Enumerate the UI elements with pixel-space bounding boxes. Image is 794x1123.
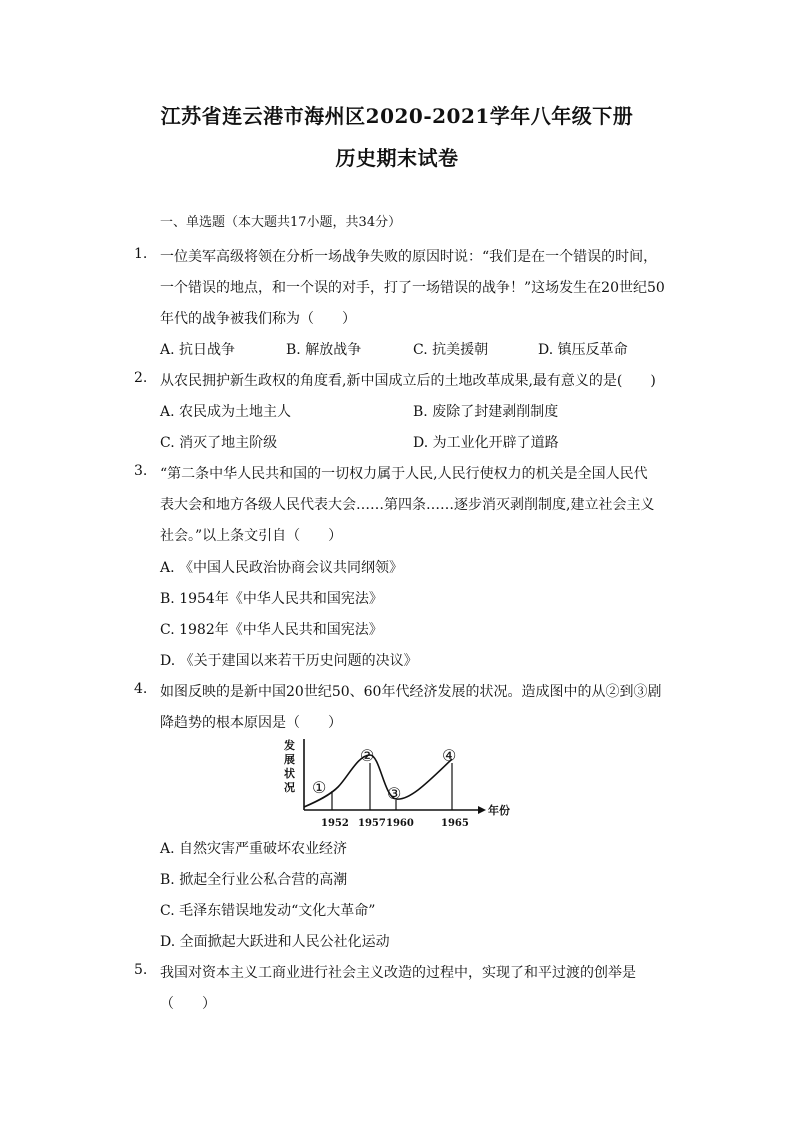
question-1-number: 1. xyxy=(134,246,148,262)
exam-title: 江苏省连云港市海州区2020-2021学年八年级下册 xyxy=(160,104,634,128)
question-1-option-b[interactable]: B. 解放战争 xyxy=(286,342,362,358)
question-5-number: 5. xyxy=(134,962,148,978)
question-3-option-a[interactable]: A. 《中国人民政治协商会议共同纲领》 xyxy=(160,560,404,576)
x-tick-1960: 1960 xyxy=(386,818,414,829)
question-3-option-b[interactable]: B. 1954年《中华人民共和国宪法》 xyxy=(160,591,383,607)
question-1-text-line: 年代的战争被我们称为（ ） xyxy=(160,311,356,327)
question-1-option-d[interactable]: D. 镇压反革命 xyxy=(538,342,628,358)
x-tick-1952: 1952 xyxy=(321,818,349,829)
y-axis-label xyxy=(283,738,295,794)
question-2-option-a[interactable]: A. 农民成为土地主人 xyxy=(160,404,292,420)
question-4-number: 4. xyxy=(134,681,148,697)
marker-2: ② xyxy=(360,746,375,765)
question-4-option-b[interactable]: B. 掀起全行业公私合营的高潮 xyxy=(160,872,348,888)
svg-text:状: 状 xyxy=(284,767,295,780)
question-5-text-line: （ ） xyxy=(160,996,216,1012)
question-3-number: 3. xyxy=(134,463,148,479)
question-2-option-b[interactable]: B. 废除了封建剥削制度 xyxy=(413,404,559,420)
x-tick-1957: 1957 xyxy=(358,818,386,829)
question-3-text-line: “第二条中华人民共和国的一切权力属于人民,人民行使权力的机关是全国人民代 xyxy=(160,466,648,482)
question-4-option-d[interactable]: D. 全面掀起大跃进和人民公社化运动 xyxy=(160,934,390,950)
question-3-option-d[interactable]: D. 《关于建国以来若干历史问题的决议》 xyxy=(160,653,418,669)
marker-1: ① xyxy=(312,778,327,797)
marker-4: ④ xyxy=(442,746,457,765)
x-axis-label: 年份 xyxy=(488,804,510,817)
question-3-text-line: 社会。”以上条文引自（ ） xyxy=(160,528,343,544)
question-2-text-line: 从农民拥护新生政权的角度看,新中国成立后的土地改革成果,最有意义的是( ) xyxy=(160,373,656,389)
question-4-text-line: 降趋势的根本原因是（ ） xyxy=(160,715,342,731)
marker-3: ③ xyxy=(387,784,402,803)
economy-trend-chart xyxy=(280,735,512,831)
question-4-option-a[interactable]: A. 自然灾害严重破坏农业经济 xyxy=(160,841,348,857)
question-3-text-line: 表大会和地方各级人民代表大会……第四条……逐步消灭剥削制度,建立社会主义 xyxy=(160,497,655,513)
question-1-option-c[interactable]: C. 抗美援朝 xyxy=(413,342,489,358)
question-4-text-line: 如图反映的是新中国20世纪50、60年代经济发展的状况。造成图中的从②到③剧 xyxy=(160,684,662,700)
x-axis-arrow xyxy=(478,806,486,814)
question-2-option-d[interactable]: D. 为工业化开辟了道路 xyxy=(413,435,559,451)
svg-text:展: 展 xyxy=(284,753,295,766)
exam-subtitle: 历史期末试卷 xyxy=(335,146,459,170)
question-3-option-c[interactable]: C. 1982年《中华人民共和国宪法》 xyxy=(160,622,383,638)
section-heading: 一、单选题（本大题共17小题，共34分） xyxy=(160,215,402,230)
question-1-text-line: 一个错误的地点，和一个误的对手，打了一场错误的战争！”这场发生在20世纪50 xyxy=(160,280,665,296)
question-2-number: 2. xyxy=(134,370,148,386)
question-1-text-line: 一位美军高级将领在分析一场战争失败的原因时说：“我们是在一个错误的时间， xyxy=(160,249,658,265)
question-4-option-c[interactable]: C. 毛泽东错误地发动“文化大革命” xyxy=(160,903,376,919)
x-tick-1965: 1965 xyxy=(441,818,469,829)
svg-text:发: 发 xyxy=(284,739,295,752)
question-2-option-c[interactable]: C. 消灭了地主阶级 xyxy=(160,435,278,451)
question-1-option-a[interactable]: A. 抗日战争 xyxy=(160,342,236,358)
question-5-text-line: 我国对资本主义工商业进行社会主义改造的过程中，实现了和平过渡的创举是 xyxy=(160,965,636,981)
svg-text:况: 况 xyxy=(284,781,295,794)
